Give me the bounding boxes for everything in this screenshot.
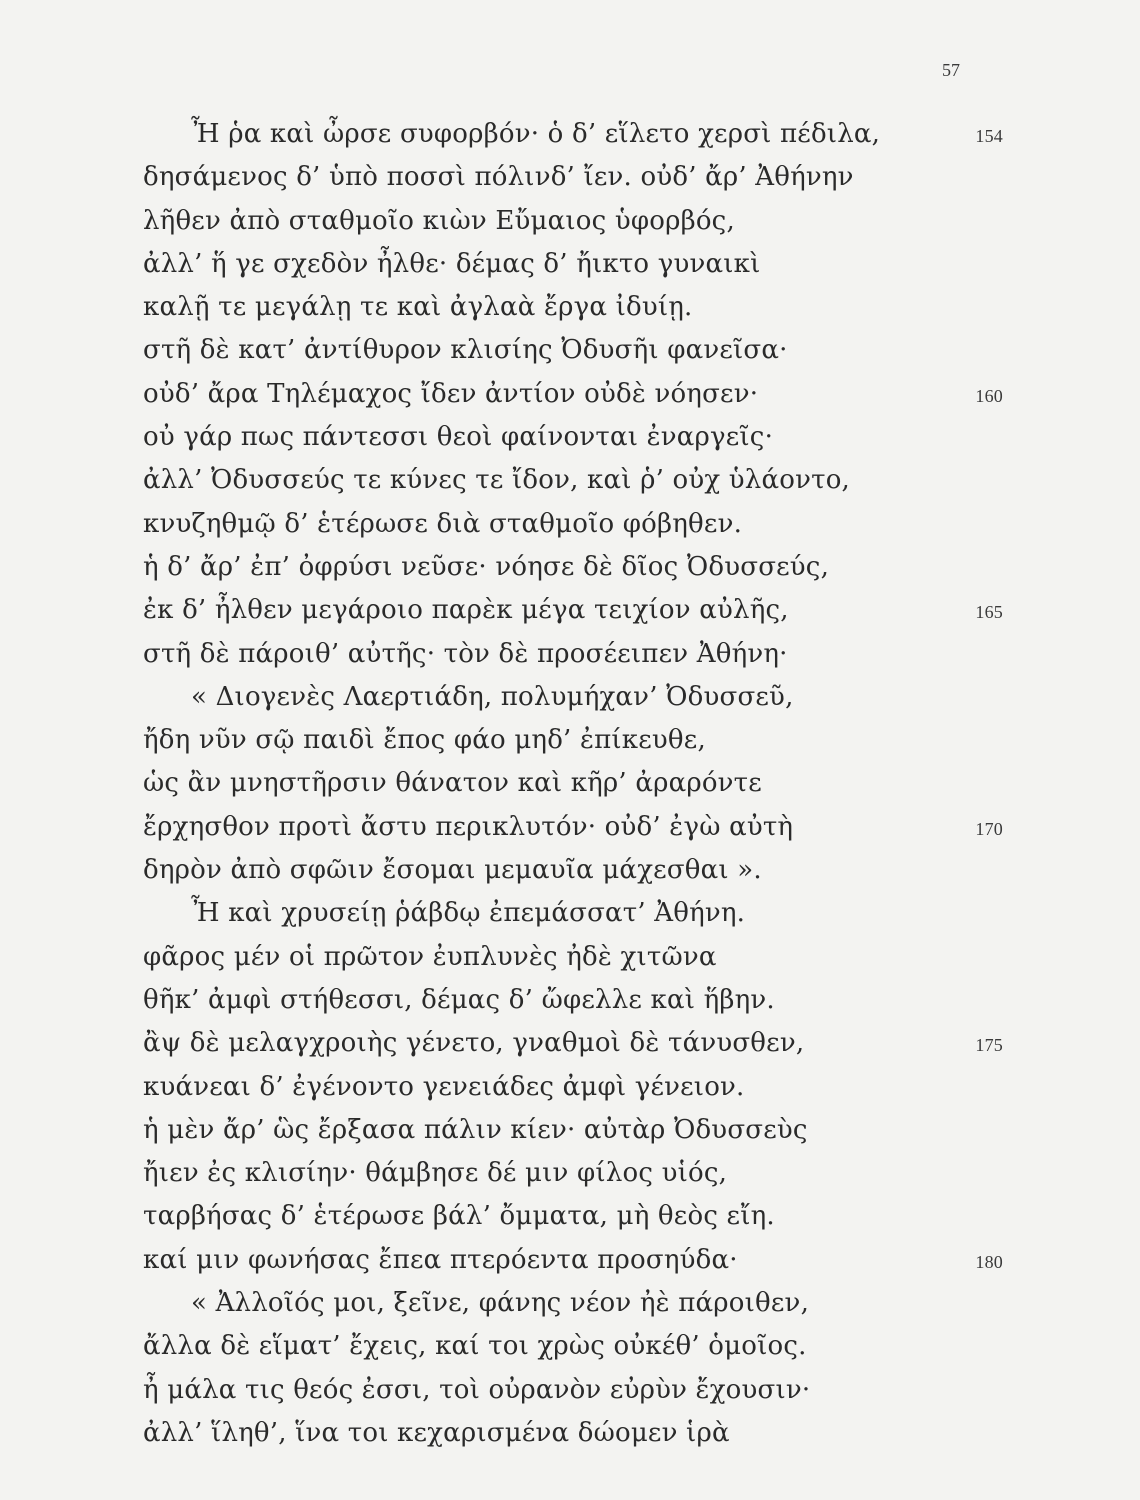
verse-line bbox=[143, 200, 973, 243]
verse-line bbox=[143, 719, 973, 762]
line-number: 165 bbox=[975, 602, 1003, 623]
verse-text: ὡς ἂν μνηστῆρσιν θάνατον καὶ κῆρ’ ἀραρόντε bbox=[143, 768, 762, 799]
verse-line bbox=[143, 113, 1003, 156]
verse-text: « Διογενὲς Λαερτιάδη, πολυμήχαν’ Ὀδυσσεῦ, bbox=[191, 681, 794, 712]
verse-text: ἡ δ’ ἄρ’ ἐπ’ ὀφρύσι νεῦσε· νόησε δὲ δῖος Ὀδυσσεύς, bbox=[143, 551, 830, 582]
verse-line bbox=[143, 1412, 973, 1455]
verse-line bbox=[143, 286, 973, 329]
verse-text: οὐδ’ ἄρα Τηλέμαχος ἴδεν ἀντίον οὐδὲ νόησεν· bbox=[143, 378, 759, 409]
verse-text: ἔρχησθον προτὶ ἄστυ περικλυτόν· οὐδ’ ἐγὼ αὐτὴ bbox=[143, 811, 794, 842]
verse-line bbox=[143, 1066, 973, 1109]
verse-text: δησάμενος δ’ ὑπὸ ποσσὶ πόλινδ’ ἴεν. οὐδ’ ἄρ’ Ἀθήνην bbox=[143, 162, 854, 193]
verse-text: καλῇ τε μεγάλῃ τε καὶ ἀγλαὰ ἔργα ἰδυίῃ. bbox=[143, 292, 693, 323]
verse-line bbox=[143, 1109, 973, 1152]
verse-line bbox=[143, 329, 973, 372]
verse-line bbox=[143, 979, 973, 1022]
verse-line bbox=[143, 1325, 973, 1368]
verse-text: λῆθεν ἀπὸ σταθμοῖο κιὼν Εὔμαιος ὑφορβός, bbox=[143, 205, 735, 236]
verse-block bbox=[143, 113, 1003, 1455]
verse-line bbox=[143, 806, 1003, 849]
verse-text: ἀλλ’ ἥ γε σχεδὸν ἦλθε· δέμας δ’ ἤικτο γυναικὶ bbox=[143, 248, 761, 279]
verse-text: οὐ γάρ πως πάντεσσι θεοὶ φαίνονται ἐναργεῖς· bbox=[143, 422, 774, 453]
line-number: 175 bbox=[975, 1035, 1003, 1056]
line-number: 154 bbox=[975, 126, 1003, 146]
verse-text: Ἦ καὶ χρυσείῃ ῥάβδῳ ἐπεμάσσατ’ Ἀθήνη. bbox=[191, 898, 746, 929]
verse-text: στῆ δὲ πάροιθ’ αὐτῆς· τὸν δὲ προσέειπεν Ἀθήνη· bbox=[143, 638, 788, 669]
verse-line bbox=[143, 589, 1003, 632]
verse-text: θῆκ’ ἀμφὶ στήθεσσι, δέμας δ’ ὤφελλε καὶ ἥβην. bbox=[143, 984, 775, 1015]
verse-text: φᾶρος μέν οἱ πρῶτον ἐυπλυνὲς ἠδὲ χιτῶνα bbox=[143, 941, 717, 972]
verse-line bbox=[143, 676, 973, 719]
verse-text: ἡ μὲν ἄρ’ ὣς ἔρξασα πάλιν κίεν· αὐτὰρ Ὀδυσσεὺς bbox=[143, 1114, 808, 1145]
verse-line bbox=[143, 243, 973, 286]
verse-text: ἀλλ’ ἵληθ’, ἵνα τοι κεχαρισμένα δώομεν ἱρὰ bbox=[143, 1417, 730, 1448]
verse-line bbox=[143, 416, 973, 459]
verse-text: Ἦ ῥα καὶ ὦρσε συφορβόν· ὁ δ’ εἵλετο χερσὶ πέδιλα, bbox=[191, 119, 881, 149]
verse-line bbox=[143, 373, 1003, 416]
verse-text: στῆ δὲ κατ’ ἀντίθυρον κλισίης Ὀδυσῆι φανεῖσα· bbox=[143, 335, 788, 366]
verse-line bbox=[143, 892, 973, 935]
line-number: 180 bbox=[975, 1251, 1003, 1272]
verse-line bbox=[143, 1239, 1003, 1282]
verse-text: ἂψ δὲ μελαγχροιὴς γένετο, γναθμοὶ δὲ τάνυσθεν, bbox=[143, 1028, 805, 1059]
verse-line bbox=[143, 1195, 973, 1238]
verse-text: ἤιεν ἐς κλισίην· θάμβησε δέ μιν φίλος υἱός, bbox=[143, 1158, 728, 1189]
verse-line bbox=[143, 503, 973, 546]
verse-line bbox=[143, 459, 973, 502]
verse-line bbox=[143, 156, 973, 199]
verse-text: ἄλλα δὲ εἵματ’ ἔχεις, καί τοι χρὼς οὐκέθ’ ὁμοῖος. bbox=[143, 1331, 807, 1362]
verse-text: « Ἀλλοῖός μοι, ξεῖνε, φάνης νέον ἠὲ πάροιθεν, bbox=[191, 1288, 810, 1319]
verse-text: καί μιν φωνήσας ἔπεα πτερόεντα προσηύδα· bbox=[143, 1244, 738, 1275]
verse-line bbox=[143, 849, 973, 892]
verse-text: ἦ μάλα τις θεός ἐσσι, τοὶ οὐρανὸν εὐρὺν ἔχουσιν· bbox=[143, 1374, 811, 1405]
verse-line bbox=[143, 936, 973, 979]
verse-line bbox=[143, 762, 973, 805]
verse-line bbox=[143, 633, 973, 676]
verse-text: δηρὸν ἀπὸ σφῶιν ἔσομαι μεμαυῖα μάχεσθαι ». bbox=[143, 855, 762, 886]
verse-line bbox=[143, 1369, 973, 1412]
verse-text: ἤδη νῦν σῷ παιδὶ ἔπος φάο μηδ’ ἐπίκευθε, bbox=[143, 725, 706, 756]
verse-text: ἀλλ’ Ὀδυσσεύς τε κύνες τε ἴδον, καὶ ῥ’ οὐχ ὑλάοντο, bbox=[143, 465, 851, 496]
verse-text: κυάνεαι δ’ ἐγένοντο γενειάδες ἀμφὶ γένειον. bbox=[143, 1071, 745, 1102]
verse-text: ἐκ δ’ ἦλθεν μεγάροιο παρὲκ μέγα τειχίον αὐλῆς, bbox=[143, 595, 789, 626]
verse-text: κνυζηθμῷ δ’ ἑτέρωσε διὰ σταθμοῖο φόβηθεν. bbox=[143, 508, 743, 539]
verse-line bbox=[143, 1022, 1003, 1065]
verse-line bbox=[143, 546, 973, 589]
verse-text: ταρβήσας δ’ ἑτέρωσε βάλ’ ὄμματα, μὴ θεὸς εἴη. bbox=[143, 1201, 775, 1232]
page-number: 57 bbox=[942, 60, 960, 80]
verse-line bbox=[143, 1152, 973, 1195]
line-number: 160 bbox=[975, 385, 1003, 406]
verse-line bbox=[143, 1282, 973, 1325]
line-number: 170 bbox=[975, 818, 1003, 839]
